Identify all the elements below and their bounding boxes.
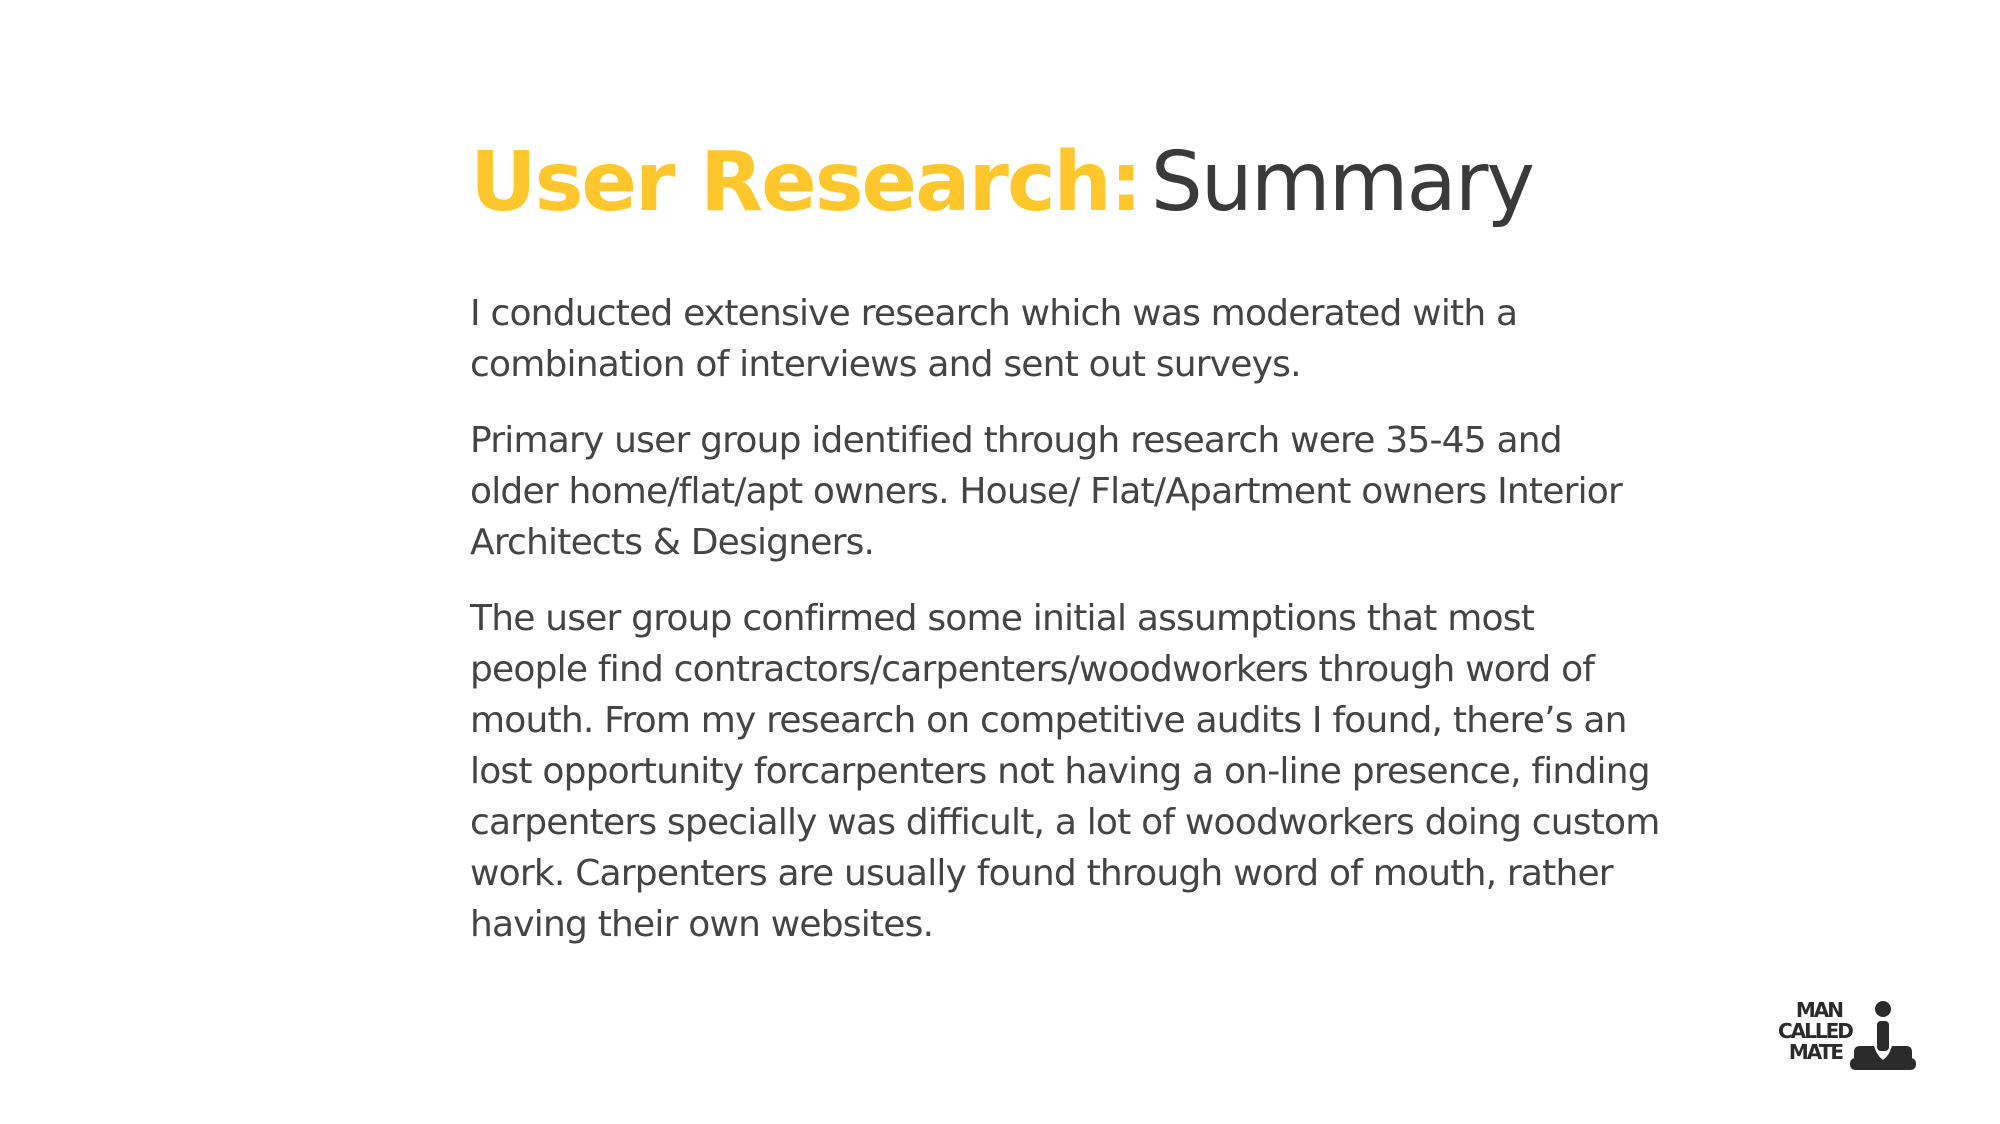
logo-wordmark bbox=[1778, 998, 1852, 1064]
logo-line-1: MAN bbox=[1795, 998, 1842, 1022]
logo-line-3: MATE bbox=[1788, 1040, 1842, 1064]
slide-content bbox=[470, 128, 1660, 975]
logo-line-2: CALLED bbox=[1778, 1019, 1852, 1043]
paragraph-findings: The user group confirmed some initial assumptions that most people find contractors/carpenters/woodworkers through word of mouth. From my research on competitive audits I found, there’s an lost opportunity forcarpenters not having a on-line presence, finding carpenters specially was difficult, a lot of woodworkers doing custom work. Carpenters are usually found through word of mouth, rather having their own websites. bbox=[470, 598, 1660, 945]
seated-figure-icon bbox=[1848, 1000, 1918, 1074]
paragraph-methodology: I conducted extensive research which was moderated with a combination of interviews and sent out surveys. bbox=[470, 293, 1518, 385]
paragraph-user-group: Primary user group identified through research were 35-45 and older home/flat/apt owners. House/ Flat/Apartment owners Interior Architects & Designers. bbox=[470, 420, 1622, 563]
title-accent: User Research: bbox=[470, 135, 1141, 230]
title-main: Summary bbox=[1150, 135, 1534, 230]
brand-logo bbox=[1778, 1000, 1918, 1080]
page-title bbox=[470, 128, 1660, 238]
